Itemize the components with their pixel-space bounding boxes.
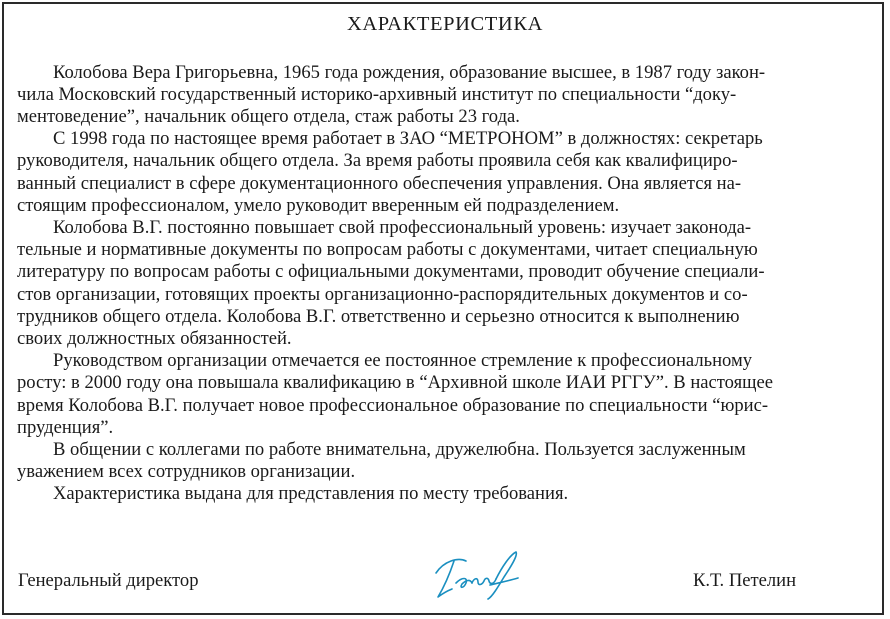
body-line: стоящим профессионалом, умело руководит вверенным ей подразделением. <box>17 195 620 216</box>
body-line: С 1998 года по настоящее время работает в ЗАО “МЕТРОНОМ” в должностях: секретарь <box>53 128 763 149</box>
body-line: Характеристика выдана для представления по месту требования. <box>53 483 569 504</box>
body-line: литературу по вопросам работы с официальными документами, проводит обучение специали- <box>17 261 765 282</box>
body-line: руководителя, начальник общего отдела. За время работы проявила себя как квалифициро- <box>17 150 738 171</box>
signature-strokes <box>436 552 518 599</box>
body-line: Руководством организации отмечается ее постоянное стремление к профессиональному <box>53 350 753 371</box>
body-line: трудников общего отдела. Колобова В.Г. ответственно и серьезно относится к выполнению <box>17 306 740 327</box>
position-label: Генеральный директор <box>18 570 199 591</box>
body-line: пруденция”. <box>17 417 114 438</box>
body-line: Колобова Вера Григорьевна, 1965 года рождения, образование высшее, в 1987 году закон- <box>53 62 766 83</box>
body-line: время Колобова В.Г. получает новое профессиональное образование по специальности “юрис- <box>17 395 769 416</box>
body-line: В общении с коллегами по работе внимательна, дружелюбна. Пользуется заслуженным <box>53 439 746 460</box>
body-line: стов организации, готовящих проекты организационно-распорядительных документов и со- <box>17 284 748 305</box>
body-line: уважением всех сотрудников организации. <box>17 461 356 482</box>
body-line: тельные и нормативные документы по вопросам работы с документами, читает специальную <box>17 239 758 260</box>
body-line: Колобова В.Г. постоянно повышает свой профессиональный уровень: изучает законода- <box>53 217 752 238</box>
document-title: ХАРАКТЕРИСТИКА <box>347 13 543 35</box>
document-frame <box>2 2 884 615</box>
signatory-name: К.Т. Петелин <box>693 570 797 591</box>
body-line: чила Московский государственный историко-архивный институт по специальности “доку- <box>17 84 737 105</box>
handwritten-signature <box>432 547 524 602</box>
body-line: росту: в 2000 году она повышала квалификацию в “Архивной школе ИАИ РГГУ”. В настоящее <box>17 372 773 393</box>
body-line: своих должностных обязанностей. <box>17 328 292 349</box>
body-line: ментоведение”, начальник общего отдела, стаж работы 23 года. <box>17 106 520 127</box>
body-line: ванный специалист в сфере документационного обеспечения управления. Она является на- <box>17 173 742 194</box>
